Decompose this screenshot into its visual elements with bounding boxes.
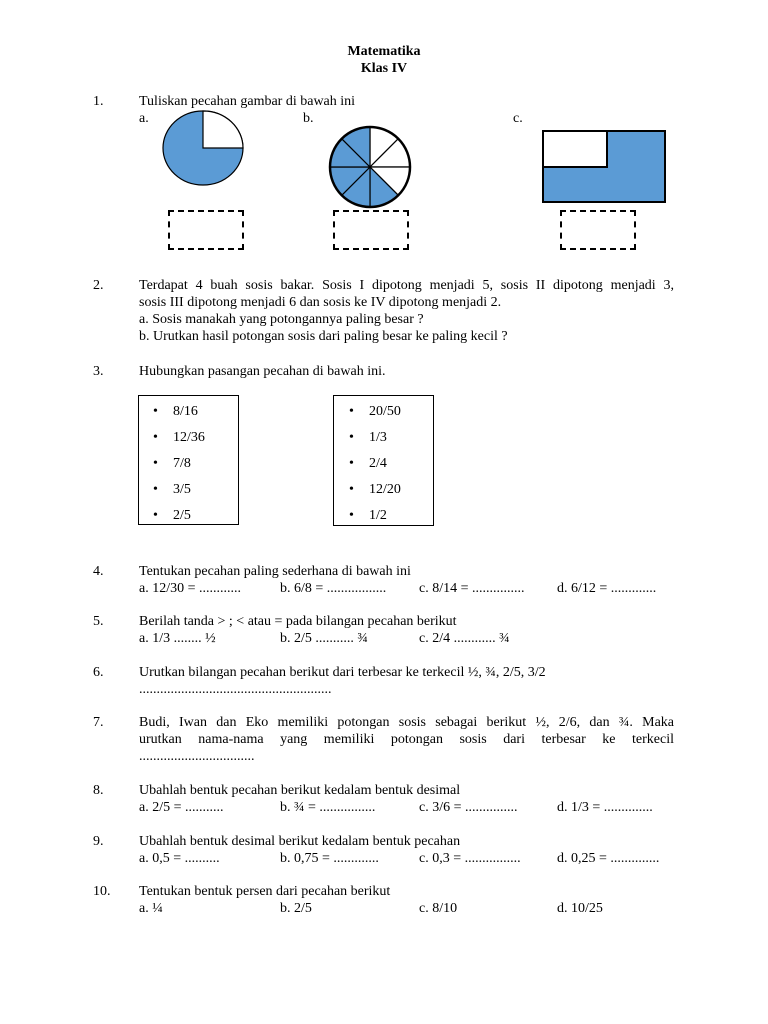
q5-text: Berilah tanda > ; < atau = pada bilangan pecahan berikut	[139, 614, 457, 629]
list-item: • 1/2	[349, 508, 387, 524]
q8-text: Ubahlah bentuk pecahan berikut kedalam bentuk desimal	[139, 783, 461, 798]
q10-item-d: d. 10/25	[557, 901, 603, 916]
q8-item-c: c. 3/6 = ...............	[419, 800, 518, 815]
q10-item-b: b. 2/5	[280, 901, 312, 916]
q5-item-a: a. 1/3 ........ ½	[139, 631, 216, 646]
rectangle-empty-part	[543, 131, 607, 167]
q5-item-c: c. 2/4 ............ ¾	[419, 631, 510, 646]
q9-text: Ubahlah bentuk desimal berikut kedalam bentuk pecahan	[139, 834, 461, 849]
q3-number: 3.	[93, 364, 104, 379]
q9-item-c: c. 0,3 = ................	[419, 851, 521, 866]
q1-figure-a-circle-quarters	[162, 111, 244, 187]
q2-sub-a: a. Sosis manakah yang potongannya paling besar ?	[139, 312, 424, 327]
q7-answer: .................................	[139, 749, 255, 764]
q6-answer: .......................................................	[139, 682, 332, 697]
q8-item-a: a. 2/5 = ...........	[139, 800, 224, 815]
q1-figure-c-rectangle	[542, 130, 666, 203]
q4-item-b: b. 6/8 = .................	[280, 581, 387, 596]
q4-number: 4.	[93, 564, 104, 579]
q7-number: 7.	[93, 715, 104, 730]
q9-item-b: b. 0,75 = .............	[280, 851, 379, 866]
q4-item-c: c. 8/14 = ...............	[419, 581, 525, 596]
list-item: • 2/5	[153, 508, 191, 524]
q7-line2: urutkan nama-nama yang memiliki potongan sosis dari terbesar ke terkecil	[139, 732, 674, 747]
q6-text: Urutkan bilangan pecahan berikut dari terbesar ke terkecil ½, ¾, 2/5, 3/2	[139, 665, 546, 680]
list-item: • 7/8	[153, 456, 191, 472]
answer-box-b[interactable]	[333, 210, 409, 250]
list-item: • 20/50	[349, 404, 401, 420]
q1-text: Tuliskan pecahan gambar di bawah ini	[139, 94, 356, 109]
answer-box-a[interactable]	[168, 210, 244, 250]
list-item: • 3/5	[153, 482, 191, 498]
q9-item-d: d. 0,25 = ..............	[557, 851, 660, 866]
class-title: Klas IV	[360, 61, 408, 76]
q7-line1: Budi, Iwan dan Eko memiliki potongan sosis sebagai berikut ½, 2/6, dan ¾. Maka	[139, 715, 674, 730]
q1-label-c: c.	[513, 111, 523, 126]
q2-line2: sosis III dipotong menjadi 6 dan sosis ke IV dipotong menjadi 2.	[139, 295, 502, 310]
q2-number: 2.	[93, 278, 104, 293]
list-item: • 12/36	[153, 430, 205, 446]
right-fraction-box	[333, 395, 434, 526]
q10-item-c: c. 8/10	[419, 901, 458, 916]
q5-item-b: b. 2/5 ........... ¾	[280, 631, 368, 646]
list-item: • 1/3	[349, 430, 387, 446]
q4-text: Tentukan pecahan paling sederhana di bawah ini	[139, 564, 411, 579]
q2-sub-b: b. Urutkan hasil potongan sosis dari paling besar ke paling kecil ?	[139, 329, 508, 344]
q1-label-b: b.	[303, 111, 314, 126]
q5-number: 5.	[93, 614, 104, 629]
q6-number: 6.	[93, 665, 104, 680]
page-title: Matematika	[347, 44, 421, 59]
left-fraction-box	[138, 395, 239, 525]
circle-empty-quarter	[203, 111, 243, 148]
q9-number: 9.	[93, 834, 104, 849]
list-item: • 2/4	[349, 456, 387, 472]
answer-box-c[interactable]	[560, 210, 636, 250]
q8-item-b: b. ¾ = ................	[280, 800, 376, 815]
list-item: • 12/20	[349, 482, 401, 498]
q1-number: 1.	[93, 94, 104, 109]
q10-item-a: a. ¼	[139, 901, 163, 916]
q4-item-d: d. 6/12 = .............	[557, 581, 657, 596]
q2-line1: Terdapat 4 buah sosis bakar. Sosis I dipotong menjadi 5, sosis II dipotong menjadi 3,	[139, 278, 674, 293]
q10-number: 10.	[93, 884, 111, 899]
q8-item-d: d. 1/3 = ..............	[557, 800, 653, 815]
q1-label-a: a.	[139, 111, 149, 126]
q4-item-a: a. 12/30 = ............	[139, 581, 241, 596]
q10-text: Tentukan bentuk persen dari pecahan berikut	[139, 884, 391, 899]
q9-item-a: a. 0,5 = ..........	[139, 851, 220, 866]
list-item: • 8/16	[153, 404, 198, 420]
q3-text: Hubungkan pasangan pecahan di bawah ini.	[139, 364, 386, 379]
q8-number: 8.	[93, 783, 104, 798]
q1-figure-b-circle-eighths	[328, 126, 412, 208]
